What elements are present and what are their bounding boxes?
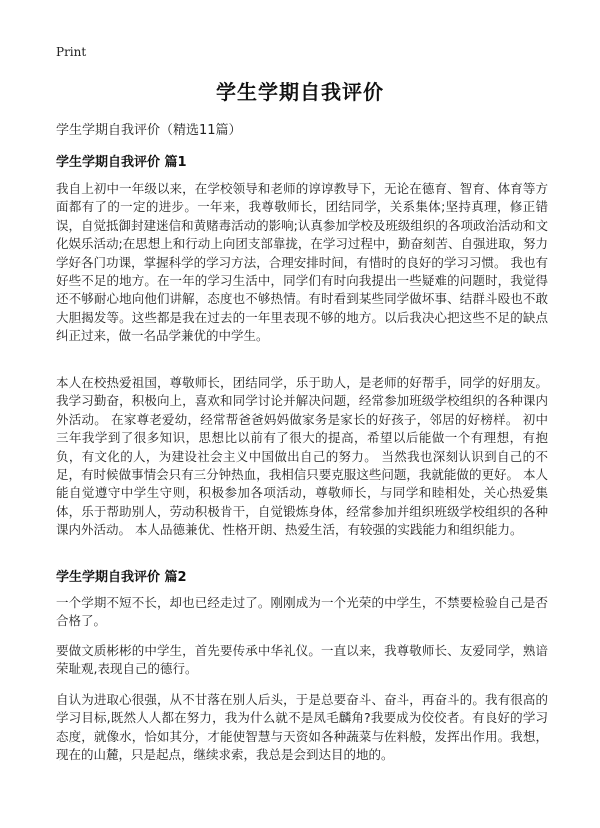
document-subtitle: 学生学期自我评价（精选11篇） [56, 123, 242, 138]
page-title: 学生学期自我评价 [216, 80, 384, 104]
print-label: Print [56, 45, 87, 59]
section-2-paragraph-1: 一个学期不短不长，却也已经走过了。刚刚成为一个光荣的中学生，不禁要检验自己是否合格了。 [56, 595, 548, 629]
section-1-paragraph-2: 本人在校热爱祖国，尊敬师长，团结同学，乐于助人，是老师的好帮手，同学的好朋友。我学习勤奋，积极向上，喜欢和同学讨论并解决问题，经常参加班级学校组织的各种课内外活动。 在家尊老爱幼，经常帮爸爸妈妈做家务是家长的好孩子，邻居的好榜样。 初中三年我学到了很多知识，思想比以前有了很大的提高，希望以后能做一个有理想，有抱负，有文化的人，为建设社会主义中国做出自己的努力。 当然我也深刻认识到自己的不足，有时候做事情会只有三分钟热血，我相信只要克服这些问题，我就能做的更好。 本人能自觉遵守中学生守则，积极参加各项活动，尊敬师长，与同学和睦相处，关心热爱集体，乐于帮助别人，劳动积极肯干，自觉锻炼身体，经常参加并组织班级学校组织的各种课内外活动。 本人品德兼优、性格开朗、热爱生活，有较强的实践能力和组织能力。 [56, 375, 548, 538]
section-heading-1: 学生学期自我评价 篇1 [56, 155, 187, 170]
section-heading-2: 学生学期自我评价 篇2 [56, 570, 187, 585]
section-1-paragraph-1: 我自上初中一年级以来，在学校领导和老师的谆谆教导下，无论在德育、智育、体育等方面都有了的一定的进步。一年来，我尊敬师长，团结同学，关系集体;坚持真理，修正错误，自觉抵御封建迷信和黄赌毒活动的影响;认真参加学校及班级组织的各项政治活动和文化娱乐活动;在思想上和行动上向团支部靠拢，在学习过程中，勤奋刻苦、自强进取，努力学好各门功课，掌握科学的学习方法，合理安排时间，有惜时的良好的学习习惯。 我也有好些不足的地方。在一年的学习生活中，同学们有时向我提出一些疑难的问题时，我觉得还不够耐心地向他们讲解，态度也不够热情。有时看到某些同学做坏事、结群斗殴也不敢大胆揭发等。这些都是我在过去的一年里表现不够的地方。以后我决心把这些不足的缺点纠正过来，做一名品学兼优的中学生。 [56, 181, 548, 344]
section-2-paragraph-3: 自认为进取心很强，从不甘落在别人后头，于是总要奋斗、奋斗，再奋斗的。我有很高的学习目标,既然人人都在努力，我为什么就不是凤毛麟角?我要成为佼佼者。有良好的学习态度，就像水，恰如其分，才能使智慧与天资如各种蔬菜与佐料般，发挥出作用。我想，现在的山麓，只是起点，继续求索，我总是会到达目的地的。 [56, 692, 548, 763]
section-2-paragraph-2: 要做文质彬彬的中学生，首先要传承中华礼仪。一直以来，我尊敬师长、友爱同学，熟谙荣耻观,表现自己的德行。 [56, 643, 548, 677]
